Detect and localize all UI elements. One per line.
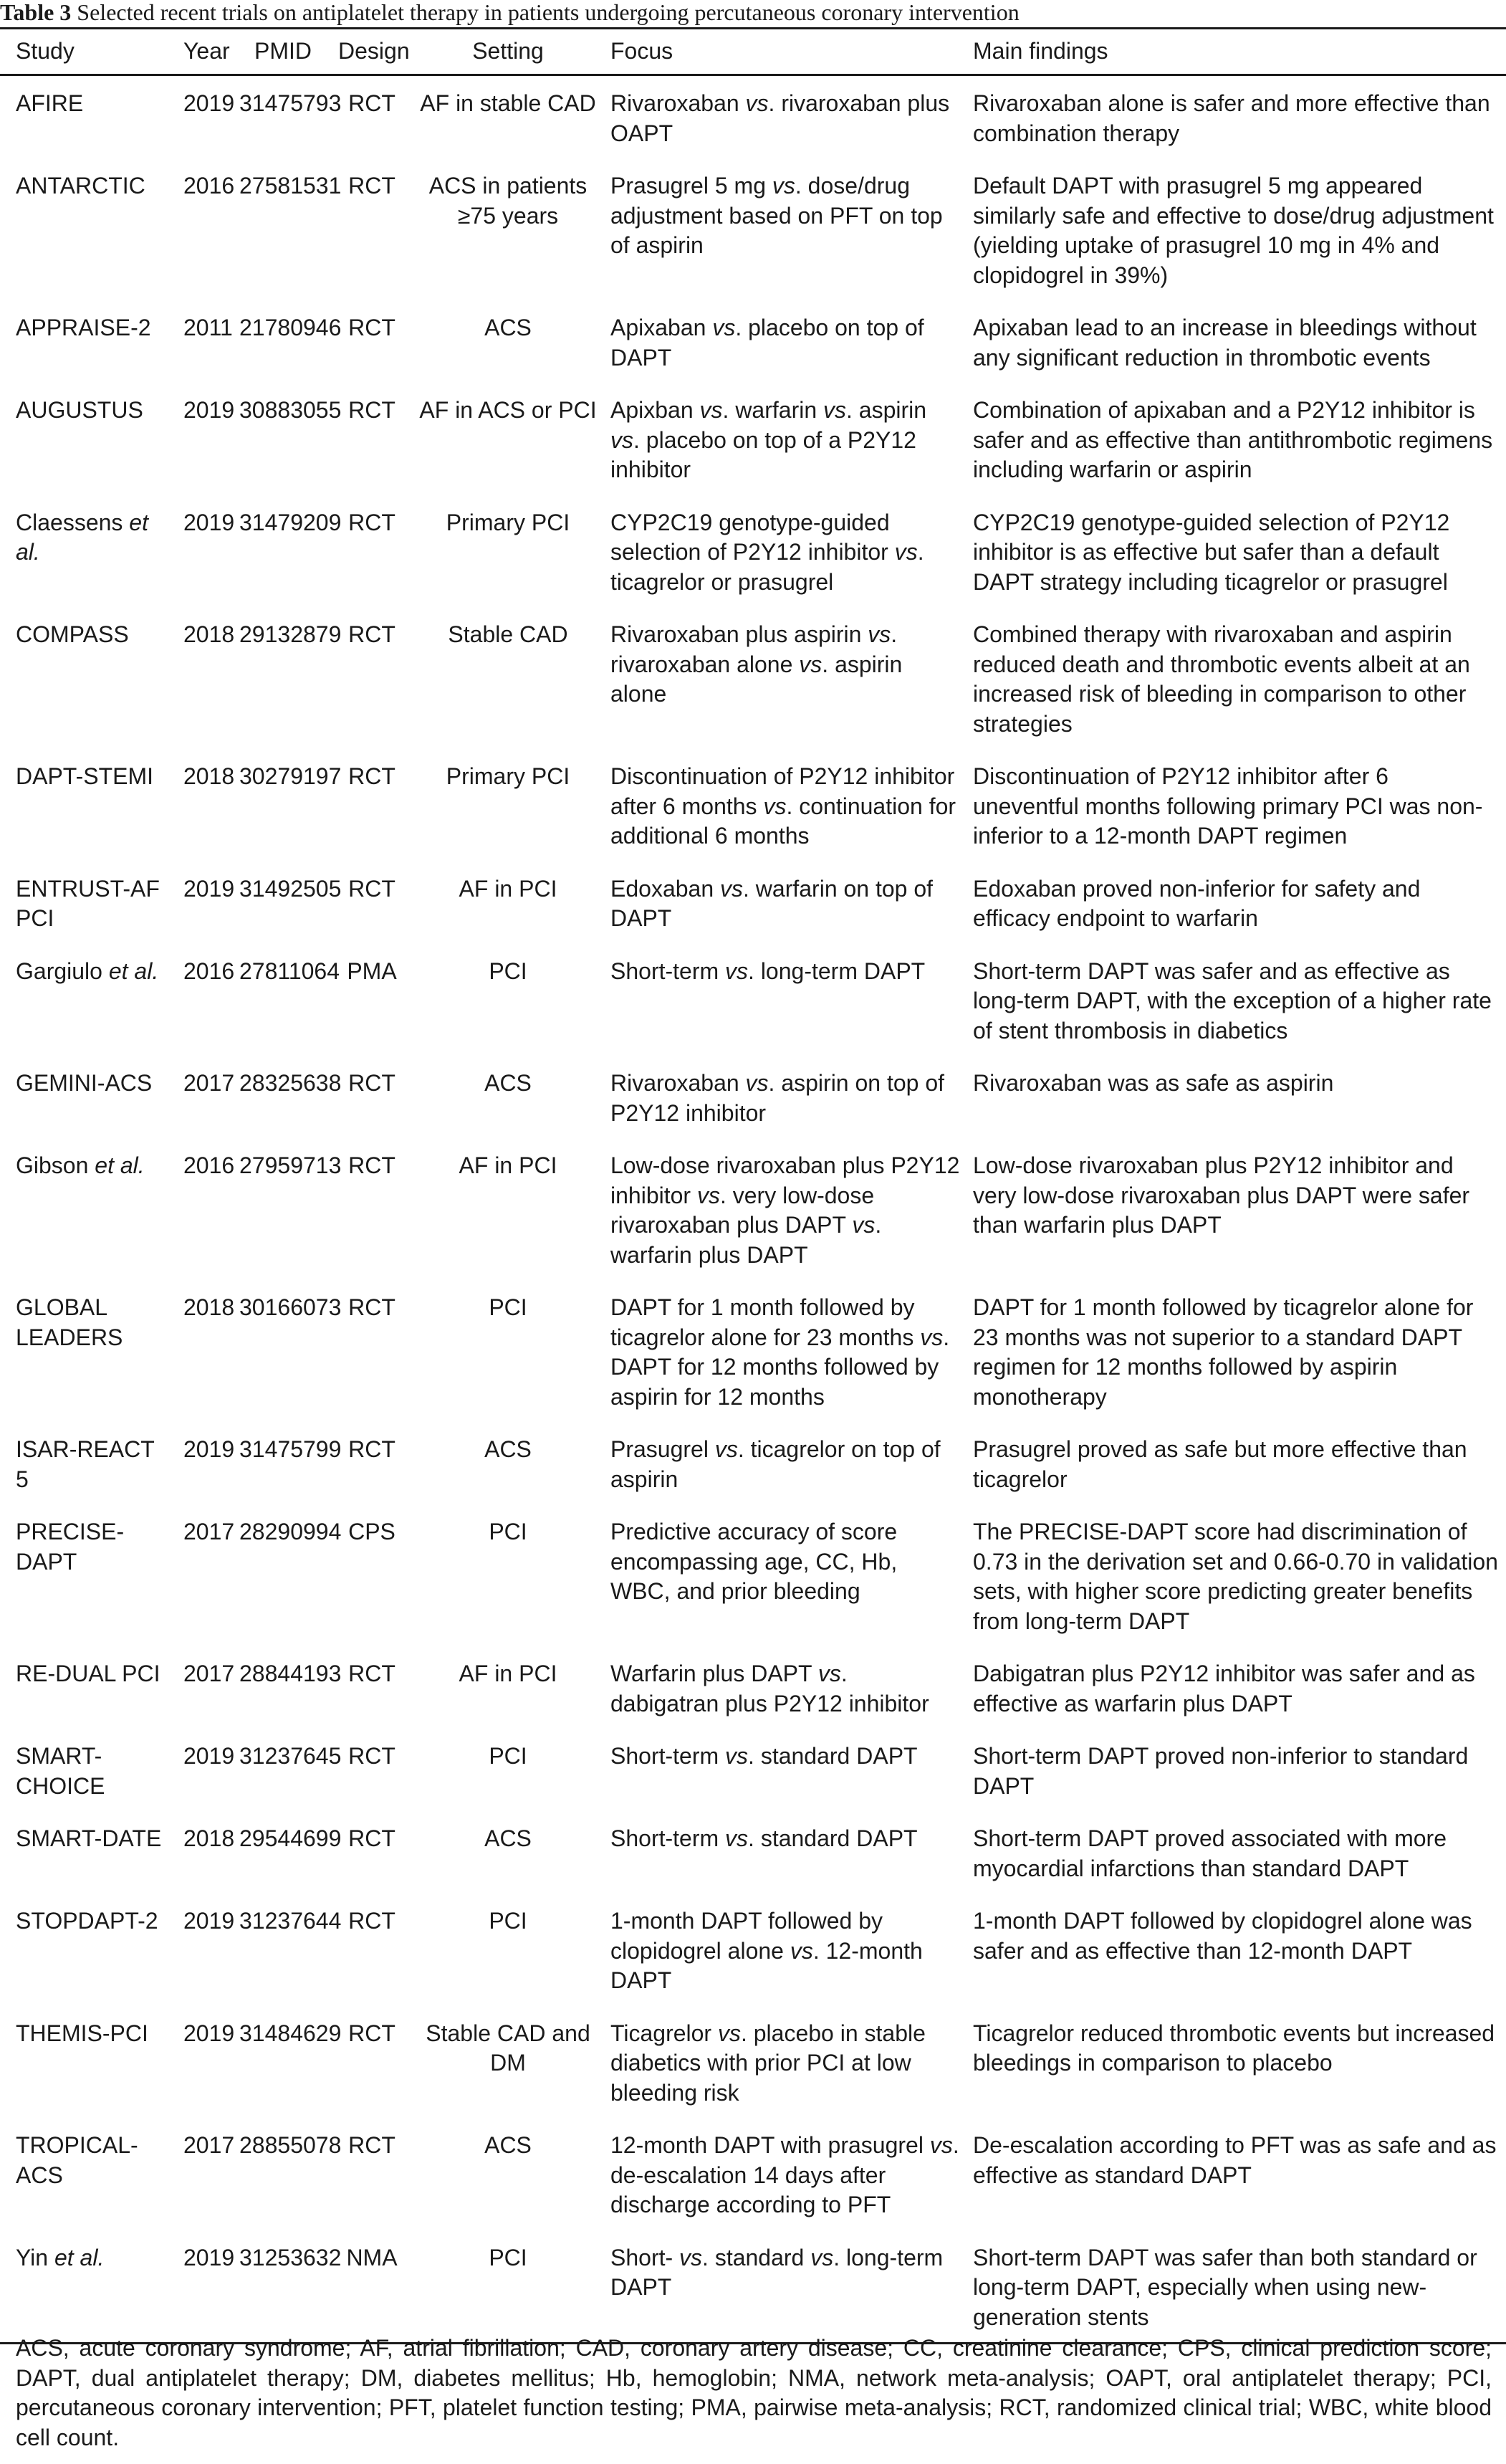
main-findings-cell: Low-dose rivaroxaban plus P2Y12 inhibitor and very low-dose rivaroxaban plus DAPT were safer than warfarin plus DAPT <box>973 1152 1470 1238</box>
pmid-cell: 31237645 <box>239 1743 342 1769</box>
focus-cell: Short- vs. standard vs. long-term DAPT <box>610 2244 944 2300</box>
table-row <box>0 1280 1506 1422</box>
column-header-design: Design <box>338 38 410 65</box>
column-header-setting: Setting <box>472 38 544 65</box>
focus-cell: Ticagrelor vs. placebo in stable diabetics with prior PCI at low bleeding risk <box>610 2020 926 2106</box>
pmid-cell: 21780946 <box>239 315 342 340</box>
focus-cell: Rivaroxaban vs. rivaroxaban plus OAPT <box>610 90 950 146</box>
main-findings-cell: Rivaroxaban alone is safer and more effective than combination therapy <box>973 90 1490 146</box>
focus-cell: Rivaroxaban plus aspirin vs. rivaroxaban alone vs. aspirin alone <box>610 621 903 707</box>
main-findings-cell: 1-month DAPT followed by clopidogrel alone was safer and as effective than 12-month DAPT <box>973 1908 1472 1964</box>
setting-cell: AF in PCI <box>459 1152 557 1178</box>
focus-cell: Warfarin plus DAPT vs. dabigatran plus P2Y12 inhibitor <box>610 1661 929 1716</box>
table-row <box>0 1422 1506 1504</box>
design-cell: RCT <box>348 2020 395 2046</box>
pmid-cell: 31479209 <box>239 509 342 535</box>
table-label: Table 3 <box>0 0 72 25</box>
table-row <box>0 2118 1506 2230</box>
year-cell: 2018 <box>183 1825 235 1851</box>
table-row <box>0 75 1506 159</box>
focus-cell: Edoxaban vs. warfarin on top of DAPT <box>610 875 934 931</box>
main-findings-cell: Short-term DAPT was safer and as effective as long-term DAPT, with the exception of a higher rate of stent thrombosis in diabetics <box>973 958 1492 1044</box>
table-row <box>0 2006 1506 2119</box>
study-cell: SMART-DATE <box>16 1825 162 1851</box>
table-row <box>0 861 1506 944</box>
setting-cell: Stable CAD <box>448 621 568 647</box>
study-cell: Gargiulo et al. <box>16 958 159 984</box>
pmid-cell: 27959713 <box>239 1152 342 1178</box>
study-cell: ANTARCTIC <box>16 173 145 199</box>
main-findings-cell: DAPT for 1 month followed by ticagrelor alone for 23 months was not superior to a standard DAPT regimen for 12 months followed by aspirin monotherapy <box>973 1294 1474 1410</box>
pmid-cell: 29132879 <box>239 621 342 647</box>
focus-cell: Predictive accuracy of score encompassing age, CC, Hb, WBC, and prior bleeding <box>610 1519 898 1604</box>
table-header-row <box>0 29 1506 75</box>
pmid-cell: 28844193 <box>239 1661 342 1686</box>
table-row <box>0 607 1506 749</box>
table-caption <box>0 0 1506 30</box>
year-cell: 2018 <box>183 763 235 789</box>
setting-cell: Primary PCI <box>446 763 570 789</box>
study-cell: TROPICAL-ACS <box>16 2132 138 2188</box>
focus-cell: Apixban vs. warfarin vs. aspirin vs. placebo on top of a P2Y12 inhibitor <box>610 397 927 482</box>
main-findings-cell: Prasugrel proved as safe but more effective than ticagrelor <box>973 1436 1467 1492</box>
design-cell: RCT <box>348 1825 395 1851</box>
focus-cell: Discontinuation of P2Y12 inhibitor after 6 months vs. continuation for additional 6 months <box>610 763 956 849</box>
focus-cell: CYP2C19 genotype-guided selection of P2Y12 inhibitor vs. ticagrelor or prasugrel <box>610 509 924 595</box>
column-header-year: Year <box>183 38 230 65</box>
main-findings-cell: Apixaban lead to an increase in bleedings without any significant reduction in thrombotic events <box>973 315 1477 371</box>
study-cell: AFIRE <box>16 90 84 116</box>
study-cell: Claessens et al. <box>16 509 148 565</box>
main-findings-cell: Short-term DAPT proved associated with more myocardial infarctions than standard DAPT <box>973 1825 1447 1881</box>
main-findings-cell: Short-term DAPT proved non-inferior to standard DAPT <box>973 1743 1469 1799</box>
focus-cell: Prasugrel 5 mg vs. dose/drug adjustment based on PFT on top of aspirin <box>610 173 943 258</box>
design-cell: RCT <box>348 621 395 647</box>
main-findings-cell: Combined therapy with rivaroxaban and aspirin reduced death and thrombotic events albeit at an increased risk of bleeding in comparison to other strategies <box>973 621 1470 737</box>
pmid-cell: 31484629 <box>239 2020 342 2046</box>
pmid-cell: 27811064 <box>239 958 340 984</box>
table-row <box>0 749 1506 861</box>
table-row <box>0 944 1506 1056</box>
main-findings-cell: The PRECISE-DAPT score had discrimination of 0.73 in the derivation set and 0.66-0.70 in validation sets, with higher score predicting greater benefits from long-term DAPT <box>973 1519 1498 1634</box>
year-cell: 2019 <box>183 1908 235 1934</box>
design-cell: PMA <box>347 958 397 984</box>
study-cell: Gibson et al. <box>16 1152 145 1178</box>
setting-cell: PCI <box>489 958 527 984</box>
design-cell: RCT <box>348 397 395 423</box>
table-row <box>0 2230 1506 2344</box>
table-row <box>0 1056 1506 1138</box>
setting-cell: PCI <box>489 1294 527 1320</box>
design-cell: CPS <box>348 1519 395 1544</box>
focus-cell: Rivaroxaban vs. aspirin on top of P2Y12 inhibitor <box>610 1070 945 1126</box>
table-footnote: ACS, acute coronary syndrome; AF, atrial fibrillation; CAD, coronary artery disease; CC, creatinine clearance; CPS, clinical prediction score; DAPT, dual antiplatelet therapy; DM, diabetes mellitus; Hb, hemoglobin; NMA, network meta-analysis; OAPT, oral antiplatelet therapy; PCI, percutaneous coronary intervention; PFT, platelet function testing; PMA, pairwise meta-analysis; RCT, randomized clinical trial; WBC, white blood cell count. <box>16 2335 1492 2450</box>
main-findings-cell: Short-term DAPT was safer than both standard or long-term DAPT, especially when using new-generation stents <box>973 2244 1477 2330</box>
year-cell: 2019 <box>183 509 235 535</box>
main-findings-cell: Default DAPT with prasugrel 5 mg appeared similarly safe and effective to dose/drug adjustment (yielding uptake of prasugrel 10 mg in 4% and clopidogrel in 39%) <box>973 173 1494 288</box>
setting-cell: ACS <box>484 1825 532 1851</box>
design-cell: RCT <box>348 1152 395 1178</box>
setting-cell: ACS <box>484 1070 532 1096</box>
pmid-cell: 31253632 <box>239 2244 342 2270</box>
main-findings-cell: Rivaroxaban was as safe as aspirin <box>973 1070 1334 1096</box>
year-cell: 2011 <box>183 315 233 340</box>
pmid-cell: 31475799 <box>239 1436 342 1462</box>
study-cell: APPRAISE-2 <box>16 315 151 340</box>
table-row <box>0 1646 1506 1729</box>
design-cell: RCT <box>348 509 395 535</box>
table-row <box>0 158 1506 300</box>
pmid-cell: 30279197 <box>239 763 342 789</box>
pmid-cell: 30883055 <box>239 397 342 423</box>
design-cell: RCT <box>348 1661 395 1686</box>
focus-cell: Apixaban vs. placebo on top of DAPT <box>610 315 924 371</box>
design-cell: RCT <box>348 875 395 902</box>
table-row <box>0 495 1506 608</box>
column-header-focus: Focus <box>610 38 673 65</box>
year-cell: 2016 <box>183 958 235 984</box>
study-cell: GLOBAL LEADERS <box>16 1294 123 1350</box>
pmid-cell: 28855078 <box>239 2132 342 2158</box>
study-cell: Yin et al. <box>16 2244 105 2270</box>
focus-cell: Low-dose rivaroxaban plus P2Y12 inhibitor vs. very low-dose rivaroxaban plus DAPT vs. warfarin plus DAPT <box>610 1152 960 1268</box>
design-cell: RCT <box>348 173 395 199</box>
setting-cell: Stable CAD and DM <box>426 2020 590 2076</box>
study-cell: STOPDAPT-2 <box>16 1908 158 1934</box>
main-findings-cell: Combination of apixaban and a P2Y12 inhibitor is safer and as effective than antithrombotic regimens including warfarin or aspirin <box>973 397 1493 482</box>
focus-cell: DAPT for 1 month followed by ticagrelor alone for 23 months vs. DAPT for 12 months followed by aspirin for 12 months <box>610 1294 950 1410</box>
setting-cell: PCI <box>489 2244 527 2270</box>
main-findings-cell: Discontinuation of P2Y12 inhibitor after 6 uneventful months following primary PCI was non-inferior to a 12-month DAPT regimen <box>973 763 1483 849</box>
focus-cell: Short-term vs. standard DAPT <box>610 1825 918 1851</box>
focus-cell: Short-term vs. long-term DAPT <box>610 958 926 984</box>
year-cell: 2016 <box>183 1152 235 1178</box>
pmid-cell: 29544699 <box>239 1825 342 1851</box>
year-cell: 2017 <box>183 2132 235 2158</box>
design-cell: RCT <box>348 1908 395 1934</box>
main-findings-cell: Edoxaban proved non-inferior for safety and efficacy endpoint to warfarin <box>973 875 1421 931</box>
year-cell: 2017 <box>183 1519 235 1544</box>
year-cell: 2018 <box>183 1294 235 1320</box>
study-cell: RE-DUAL PCI <box>16 1661 160 1686</box>
focus-cell: Prasugrel vs. ticagrelor on top of aspirin <box>610 1436 941 1492</box>
pmid-cell: 31492505 <box>239 875 342 902</box>
year-cell: 2019 <box>183 2244 235 2270</box>
design-cell: RCT <box>348 1436 395 1462</box>
setting-cell: PCI <box>489 1519 527 1544</box>
setting-cell: AF in PCI <box>459 1661 557 1686</box>
setting-cell: ACS <box>484 1436 532 1462</box>
year-cell: 2019 <box>183 2020 235 2046</box>
setting-cell: Primary PCI <box>446 509 570 535</box>
year-cell: 2019 <box>183 90 235 116</box>
table-row <box>0 1504 1506 1646</box>
study-cell: ISAR-REACT 5 <box>16 1436 155 1492</box>
pmid-cell: 27581531 <box>239 173 342 199</box>
pmid-cell: 28325638 <box>239 1070 342 1096</box>
table-row <box>0 1729 1506 1811</box>
setting-cell: ACS <box>484 315 532 340</box>
column-header-study: Study <box>16 38 75 65</box>
focus-cell: 1-month DAPT followed by clopidogrel alone vs. 12-month DAPT <box>610 1908 923 1993</box>
design-cell: RCT <box>348 1743 395 1769</box>
table-row <box>0 1894 1506 2006</box>
setting-cell: ACS in patients ≥75 years <box>428 173 587 229</box>
study-cell: AUGUSTUS <box>16 397 143 423</box>
study-cell: SMART-CHOICE <box>16 1743 105 1799</box>
focus-cell: 12-month DAPT with prasugrel vs. de-escalation 14 days after discharge according to PFT <box>610 2132 959 2217</box>
column-header-pmid: PMID <box>254 38 312 65</box>
study-cell: ENTRUST-AF PCI <box>16 875 160 931</box>
pmid-cell: 31475793 <box>239 90 342 116</box>
pmid-cell: 28290994 <box>239 1519 342 1544</box>
table-row <box>0 383 1506 495</box>
design-cell: RCT <box>348 315 395 340</box>
study-cell: THEMIS-PCI <box>16 2020 148 2046</box>
year-cell: 2019 <box>183 875 235 902</box>
design-cell: RCT <box>348 1294 395 1320</box>
setting-cell: AF in PCI <box>459 875 557 902</box>
year-cell: 2017 <box>183 1070 235 1096</box>
main-findings-cell: CYP2C19 genotype-guided selection of P2Y12 inhibitor is as effective but safer than a default DAPT strategy including ticagrelor or prasugrel <box>973 509 1450 595</box>
focus-cell: Short-term vs. standard DAPT <box>610 1743 918 1769</box>
year-cell: 2019 <box>183 1436 235 1462</box>
setting-cell: AF in ACS or PCI <box>419 397 597 423</box>
design-cell: RCT <box>348 1070 395 1096</box>
main-findings-cell: De-escalation according to PFT was as safe and as effective as standard DAPT <box>973 2132 1497 2188</box>
trials-table <box>0 27 1506 2344</box>
year-cell: 2017 <box>183 1661 235 1686</box>
study-cell: DAPT-STEMI <box>16 763 154 789</box>
design-cell: RCT <box>348 2132 395 2158</box>
year-cell: 2018 <box>183 621 235 647</box>
pmid-cell: 30166073 <box>239 1294 342 1320</box>
setting-cell: PCI <box>489 1908 527 1934</box>
design-cell: NMA <box>346 2244 398 2270</box>
setting-cell: ACS <box>484 2132 532 2158</box>
column-header-main-findings: Main findings <box>973 38 1108 65</box>
year-cell: 2019 <box>183 397 235 423</box>
design-cell: RCT <box>348 90 395 116</box>
study-cell: COMPASS <box>16 621 129 647</box>
table-row <box>0 300 1506 383</box>
design-cell: RCT <box>348 763 395 789</box>
table-title: Selected recent trials on antiplatelet therapy in patients undergoing percutaneous coronary intervention <box>77 0 1020 25</box>
main-findings-cell: Ticagrelor reduced thrombotic events but increased bleedings in comparison to placebo <box>973 2020 1495 2076</box>
table-body <box>0 75 1506 2344</box>
year-cell: 2019 <box>183 1743 235 1769</box>
setting-cell: AF in stable CAD <box>420 90 596 116</box>
table-row <box>0 1811 1506 1894</box>
study-cell: PRECISE-DAPT <box>16 1519 125 1575</box>
year-cell: 2016 <box>183 173 235 199</box>
pmid-cell: 31237644 <box>239 1908 342 1934</box>
main-findings-cell: Dabigatran plus P2Y12 inhibitor was safer and as effective as warfarin plus DAPT <box>973 1661 1475 1716</box>
table-row <box>0 1138 1506 1280</box>
setting-cell: PCI <box>489 1743 527 1769</box>
study-cell: GEMINI-ACS <box>16 1070 153 1096</box>
